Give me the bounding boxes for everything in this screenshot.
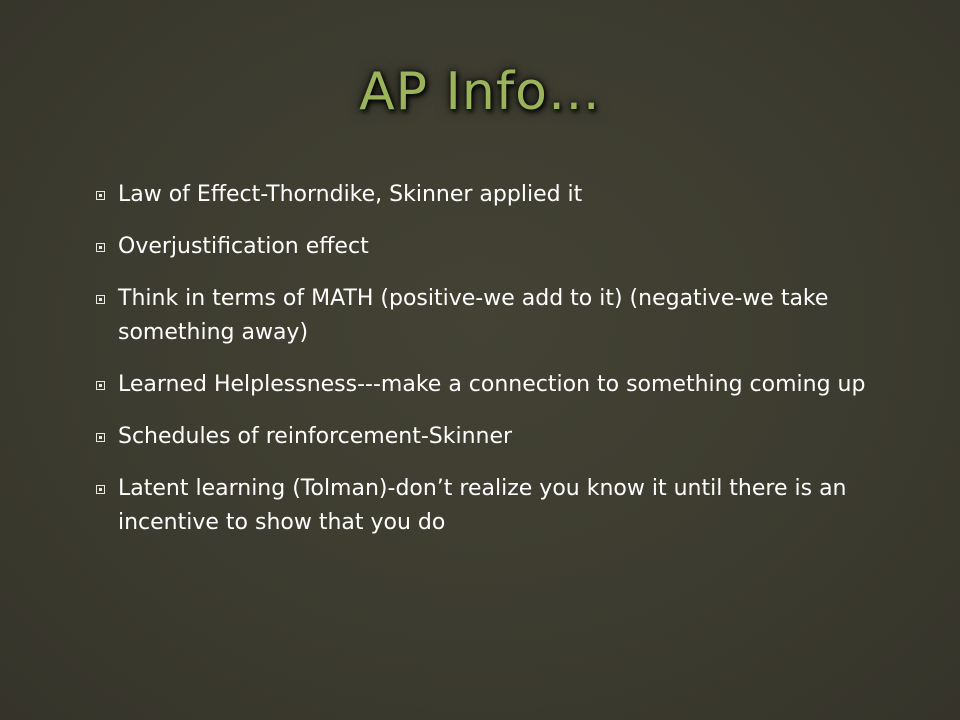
bullet-item bbox=[100, 282, 880, 350]
square-bullet-icon bbox=[96, 295, 105, 304]
bullet-text: Think in terms of MATH (positive-we add to it) (negative-we take something away) bbox=[118, 286, 829, 345]
bullet-list bbox=[100, 178, 880, 558]
square-bullet-icon bbox=[96, 191, 105, 200]
square-bullet-icon bbox=[96, 381, 105, 390]
square-bullet-icon bbox=[96, 243, 105, 252]
bullet-text: Learned Helplessness---make a connection to something coming up bbox=[118, 372, 866, 397]
slide-title: AP Info… bbox=[359, 62, 601, 122]
square-bullet-icon bbox=[96, 485, 105, 494]
bullet-text: Latent learning (Tolman)-don’t realize you know it until there is an incentive to show that you do bbox=[118, 476, 847, 535]
bullet-text: Law of Effect-Thorndike, Skinner applied it bbox=[118, 182, 583, 207]
bullet-text: Overjustification effect bbox=[118, 234, 369, 259]
bullet-text: Schedules of reinforcement-Skinner bbox=[118, 424, 513, 449]
bullet-item bbox=[100, 368, 880, 402]
bullet-item bbox=[100, 420, 880, 454]
bullet-item bbox=[100, 230, 880, 264]
bullet-item bbox=[100, 472, 880, 540]
square-bullet-icon bbox=[96, 433, 105, 442]
bullet-item bbox=[100, 178, 880, 212]
